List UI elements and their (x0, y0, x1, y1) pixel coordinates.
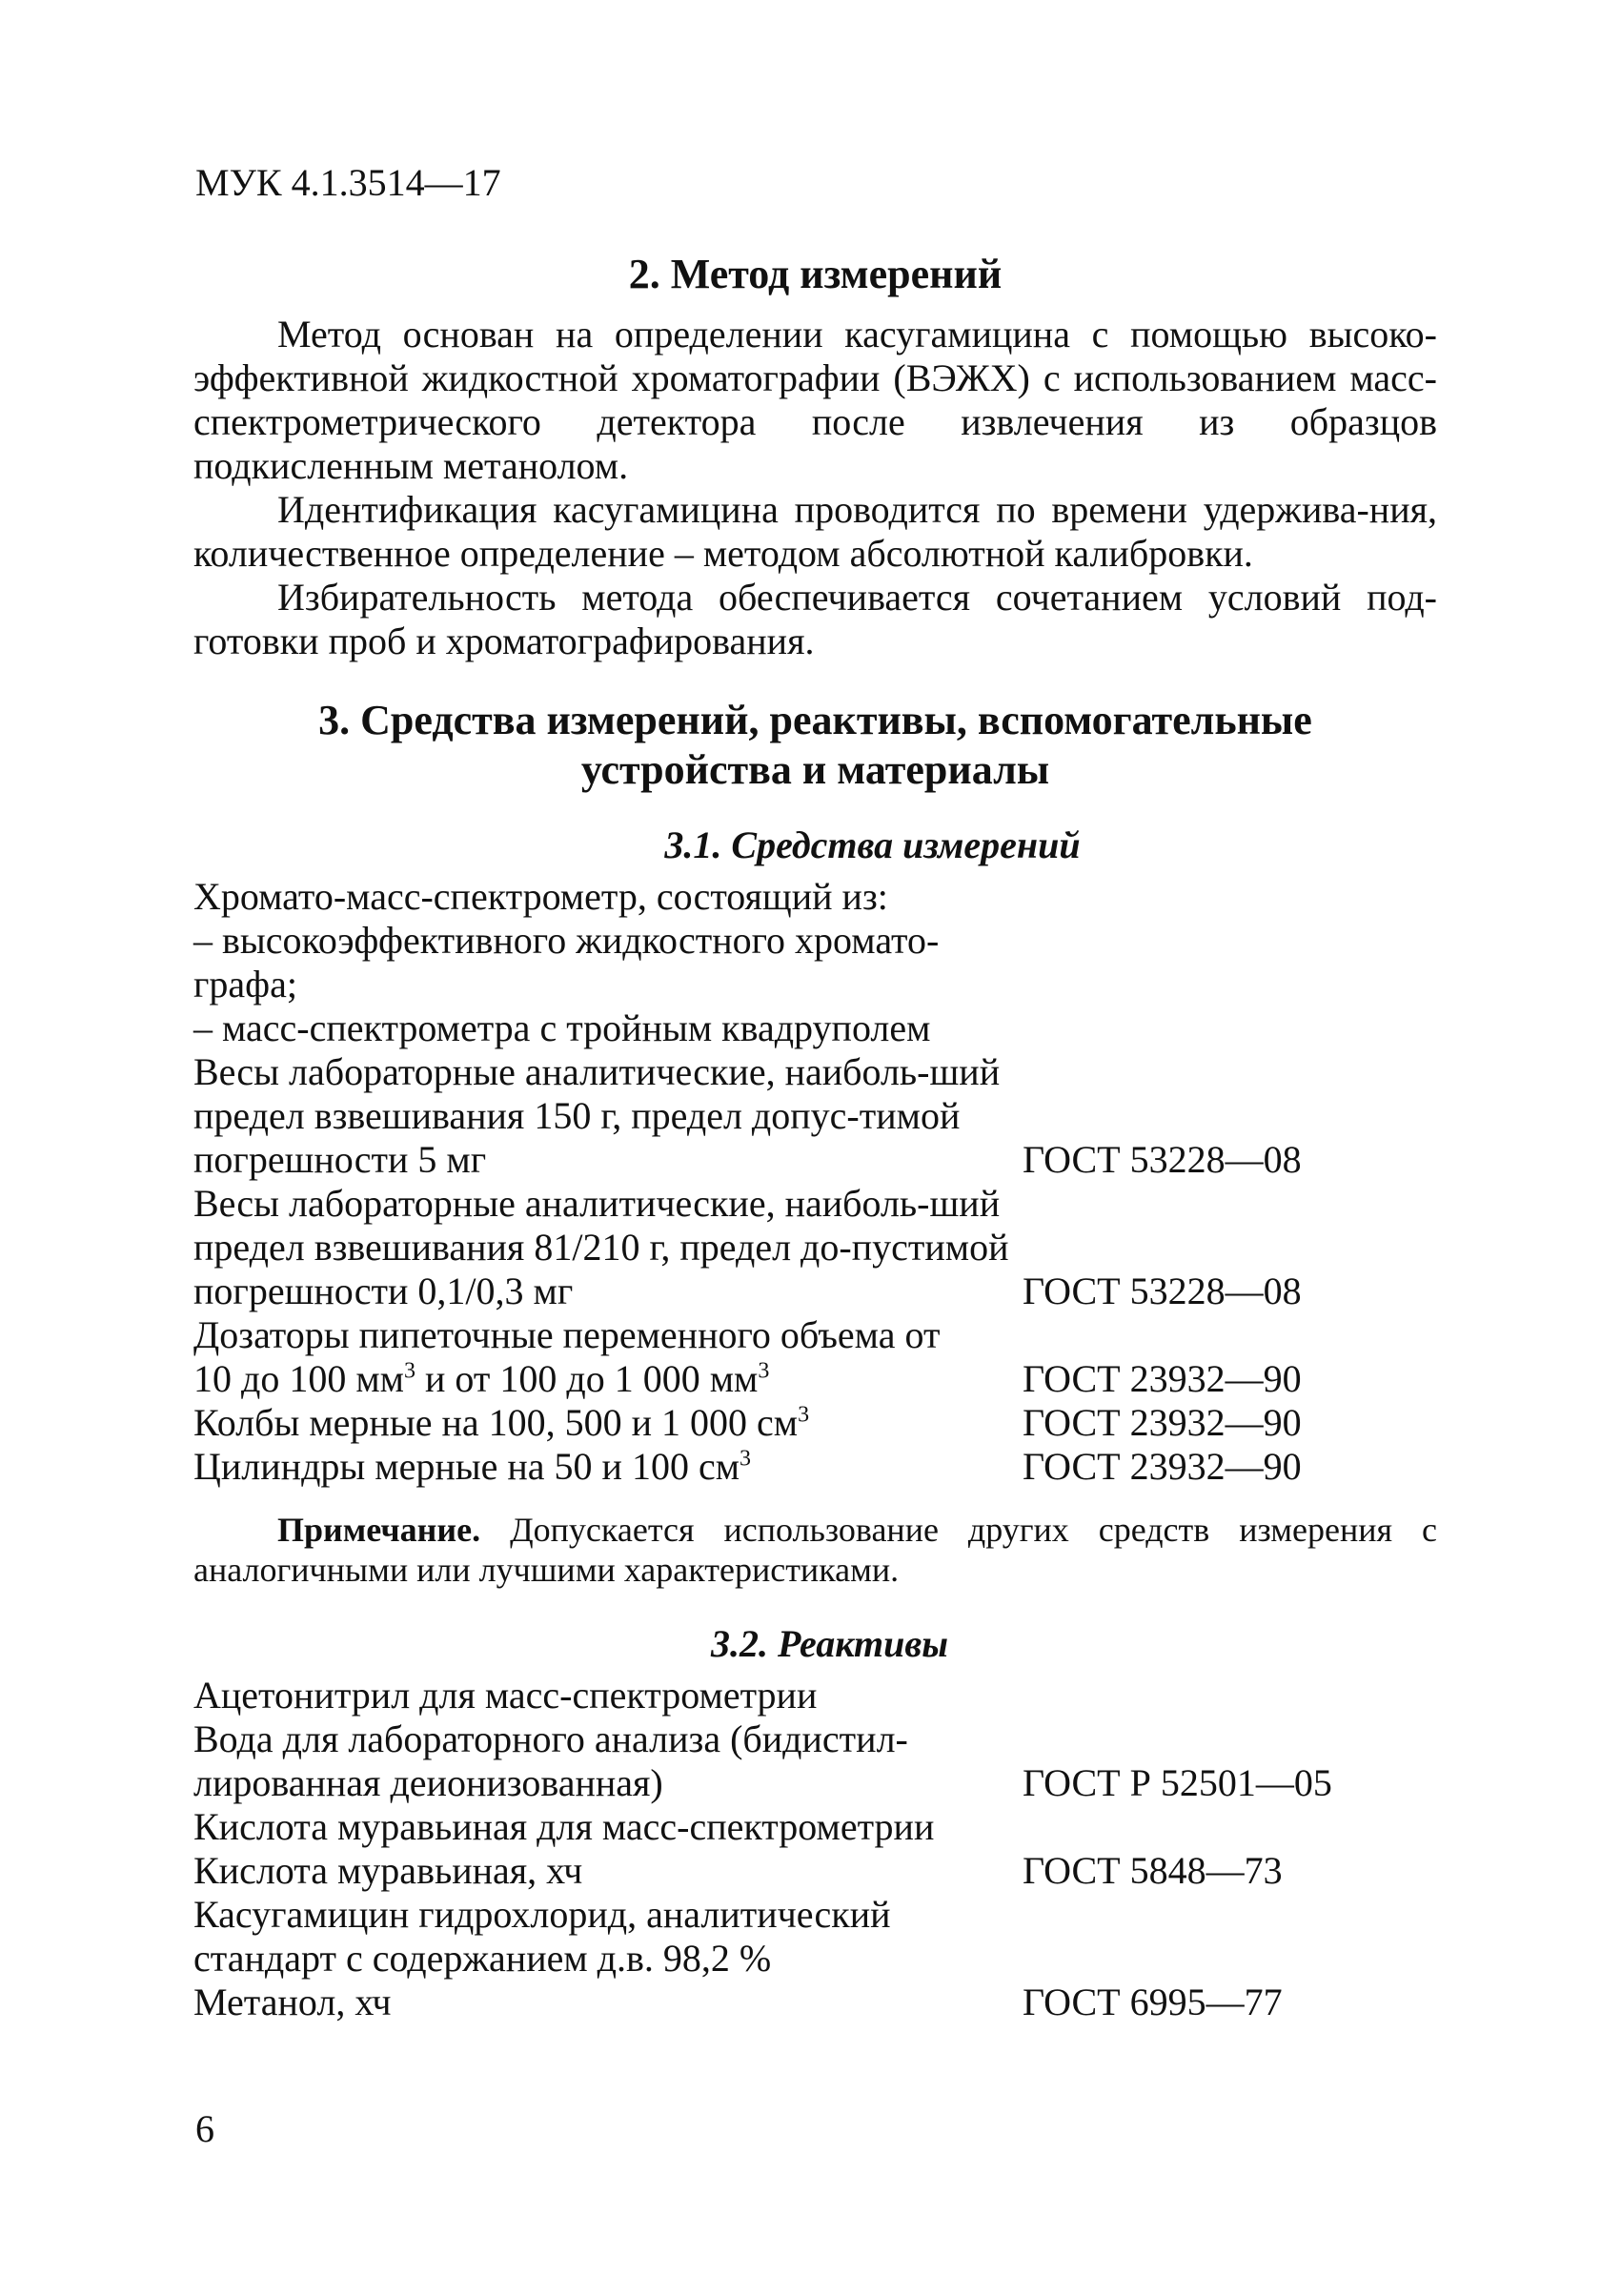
list-item-text: Кислота муравьиная для масс-спектрометрии (193, 1805, 935, 1848)
list-item-standard: ГОСТ 53228—08 (1023, 1138, 1302, 1181)
dosers-line-2a: 10 до 100 мм (193, 1357, 404, 1400)
list-item-flasks (193, 1401, 1437, 1445)
list-item (193, 1717, 1437, 1805)
list-item-text (193, 1313, 1013, 1401)
list-item (193, 875, 1437, 919)
superscript: 3 (740, 1446, 752, 1472)
list-item-text: Весы лабораторные аналитические, наиболь-ший предел взвешивания 81/210 г, предел до-пустимой погрешности 0,1/0,3 мг (193, 1182, 1009, 1312)
list-item-text: – масс-спектрометра с тройным квадруполем (193, 1006, 931, 1049)
section-2-title: 2. Метод измерений (628, 251, 1003, 297)
list-item-text: Касугамицин гидрохлорид, аналитический стандарт с содержанием д.в. 98,2 % (193, 1893, 891, 1980)
list-item-text: Весы лабораторные аналитические, наиболь-ший предел взвешивания 150 г, предел допус-тимой погрешности 5 мг (193, 1050, 1001, 1181)
note-text: Допускается использование других средств измерения с аналогичными или лучшими характеристиками. (193, 1511, 1437, 1589)
list-item (193, 1182, 1437, 1313)
cylinders-text: Цилиндры мерные на 50 и 100 см (193, 1445, 740, 1488)
document-code-header: МУК 4.1.3514—17 (195, 161, 501, 204)
section-2-paragraph-3: Избирательность метода обеспечивается сочетанием условий под-готовки проб и хроматографирования. (193, 576, 1437, 662)
section-2-paragraph-1: Метод основан на определении касугамицина с помощью высоко-эффективной жидкостной хроматографии (ВЭЖХ) с использованием масс-спектрометрического детектора после извлечения из образцов подкисленным метанолом. (193, 313, 1437, 487)
list-item-standard: ГОСТ 53228—08 (1023, 1270, 1302, 1312)
list-item-standard: ГОСТ Р 52501—05 (1023, 1761, 1332, 1804)
note (193, 1510, 1437, 1590)
list-item (193, 1050, 1437, 1182)
list-item-text: Метанол, хч (193, 1981, 392, 2023)
list-item (193, 1849, 1437, 1893)
list-item (193, 919, 1437, 1006)
list-item-text: Ацетонитрил для масс-спектрометрии (193, 1674, 818, 1717)
section-3-2-title: 3.2. Реактивы (711, 1622, 948, 1665)
list-item-text: Вода для лабораторного анализа (бидистил-лированная деионизованная) (193, 1717, 908, 1804)
list-item-standard: ГОСТ 6995—77 (1023, 1981, 1283, 2023)
list-item-standard: ГОСТ 23932—90 (1023, 1445, 1302, 1488)
list-item (193, 1981, 1437, 2024)
section-3-title-line-1: 3. Средства измерений, реактивы, вспомогательные (318, 697, 1312, 743)
list-item (193, 1893, 1437, 1981)
page-number: 6 (195, 2107, 214, 2150)
superscript: 3 (403, 1358, 415, 1384)
page-content (193, 250, 1437, 2024)
list-item (193, 1674, 1437, 1717)
superscript: 3 (758, 1358, 770, 1384)
dosers-line-1: Дозаторы пипеточные переменного объема от (193, 1313, 941, 1356)
section-3-title-line-2: устройства и материалы (580, 746, 1050, 793)
list-item-text: Хромато-масс-спектрометр, состоящий из: (193, 875, 888, 918)
measuring-instruments-list (193, 875, 1437, 1489)
list-item (193, 1805, 1437, 1849)
list-item-standard: ГОСТ 5848—73 (1023, 1849, 1283, 1892)
flasks-text: Колбы мерные на 100, 500 и 1 000 см (193, 1401, 799, 1444)
superscript: 3 (798, 1402, 810, 1428)
section-2-paragraph-2: Идентификация касугамицина проводится по времени удержива-ния, количественное определение – методом абсолютной калибровки. (193, 488, 1437, 575)
list-item-cylinders (193, 1445, 1437, 1489)
list-item-standard: ГОСТ 23932—90 (1023, 1357, 1302, 1400)
list-item-text: Кислота муравьиная, хч (193, 1849, 583, 1892)
list-item-text (193, 1445, 1013, 1489)
list-item-dosers (193, 1313, 1437, 1401)
dosers-line-2b: и от 100 до 1 000 мм (415, 1357, 759, 1400)
list-item-text: – высокоэффективного жидкостного хромато-графа; (193, 919, 940, 1006)
note-label: Примечание. (277, 1511, 481, 1549)
list-item (193, 1006, 1437, 1050)
section-3-title (193, 696, 1437, 795)
list-item-standard: ГОСТ 23932—90 (1023, 1401, 1302, 1444)
reagents-list (193, 1674, 1437, 2024)
list-item-text (193, 1401, 1013, 1445)
section-3-1-title: 3.1. Средства измерений (664, 823, 1081, 866)
